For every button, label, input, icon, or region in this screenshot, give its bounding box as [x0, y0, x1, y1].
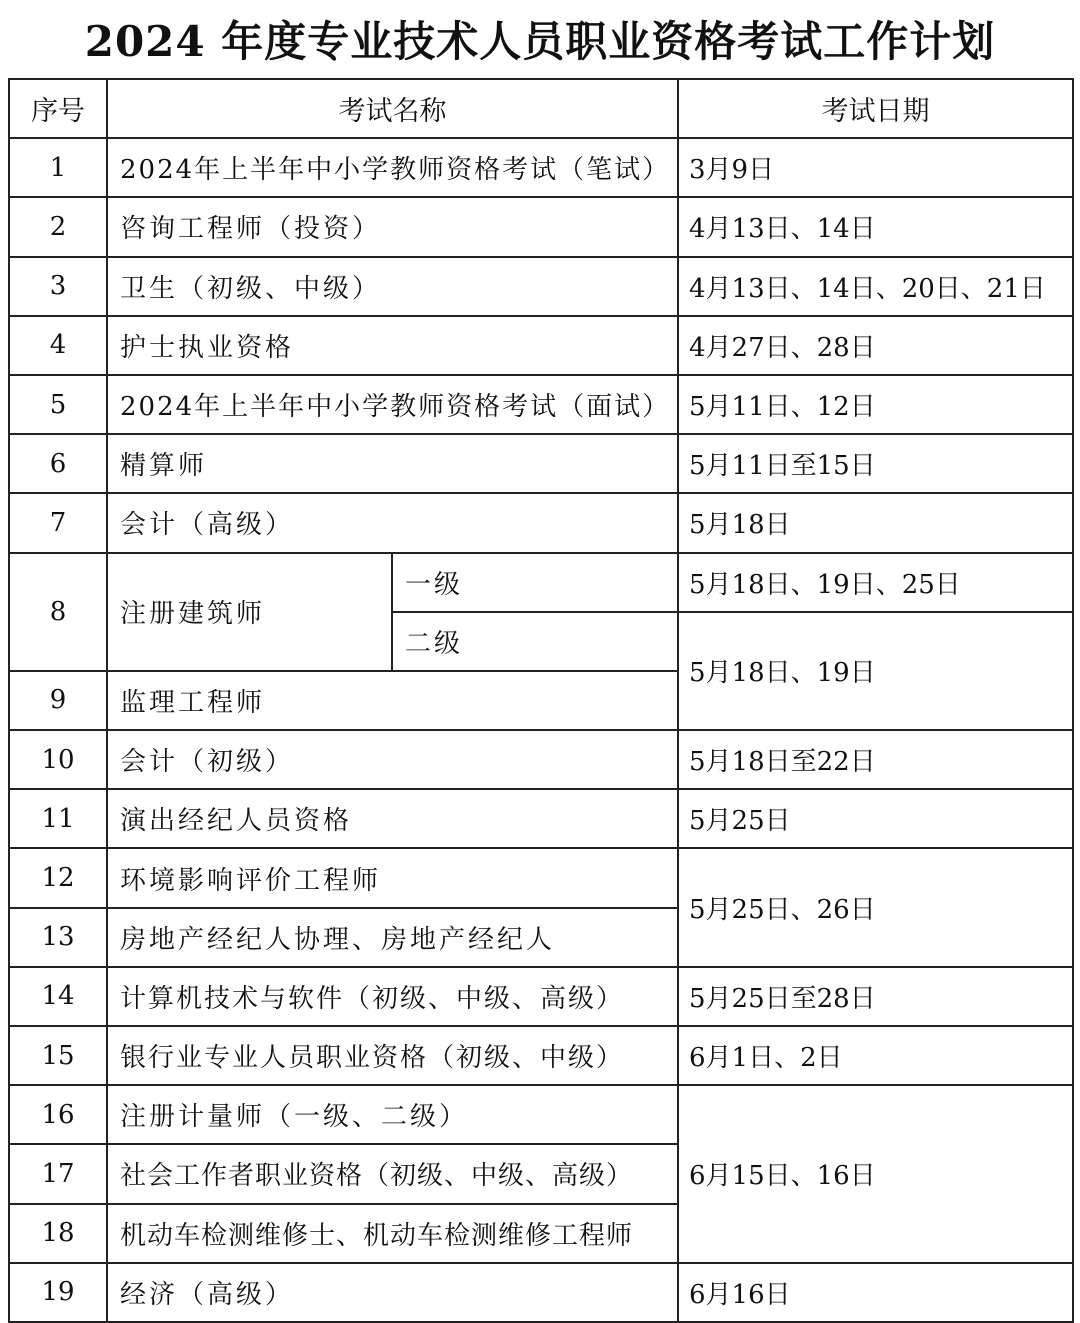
row-name: 2024年上半年中小学教师资格考试（笔试） — [107, 138, 678, 197]
row-date: 4月13日、14日 — [678, 197, 1073, 256]
row-name: 社会工作者职业资格（初级、中级、高级） — [107, 1144, 678, 1203]
row-no: 7 — [9, 493, 107, 552]
table-row — [9, 848, 1073, 907]
row-date: 5月18日、19日、25日 — [678, 553, 1073, 612]
page-title: 2024 年度专业技术人员职业资格考试工作计划 — [84, 17, 996, 66]
row-date: 5月18日 — [678, 493, 1073, 552]
row-name: 卫生（初级、中级） — [107, 257, 678, 316]
row-no: 17 — [9, 1144, 107, 1203]
row-no: 5 — [9, 375, 107, 434]
row-no: 14 — [9, 967, 107, 1026]
row-date: 5月25日 — [678, 789, 1073, 848]
table-row — [9, 553, 1073, 612]
row-date: 4月27日、28日 — [678, 316, 1073, 375]
row-name: 经济（高级） — [107, 1263, 678, 1322]
row-name: 会计（初级） — [107, 730, 678, 789]
row-no: 3 — [9, 257, 107, 316]
row-no: 1 — [9, 138, 107, 197]
row-date: 6月1日、2日 — [678, 1026, 1073, 1085]
row-no: 18 — [9, 1204, 107, 1263]
row-sub-level-2: 二级 — [392, 612, 678, 671]
row-name: 银行业专业人员职业资格（初级、中级） — [107, 1026, 678, 1085]
row-name: 咨询工程师（投资） — [107, 197, 678, 256]
table-row — [9, 1263, 1073, 1322]
row-date: 5月18日、19日 — [678, 612, 1073, 730]
table-row — [9, 789, 1073, 848]
table-row — [9, 730, 1073, 789]
row-no: 12 — [9, 848, 107, 907]
row-name: 注册计量师（一级、二级） — [107, 1085, 678, 1144]
row-name: 机动车检测维修士、机动车检测维修工程师 — [107, 1204, 678, 1263]
row-no: 13 — [9, 908, 107, 967]
row-no: 9 — [9, 671, 107, 730]
row-no: 8 — [9, 553, 107, 671]
row-name: 精算师 — [107, 434, 678, 493]
row-no: 2 — [9, 197, 107, 256]
table-row — [9, 316, 1073, 375]
table-row — [9, 197, 1073, 256]
table-row — [9, 375, 1073, 434]
row-name: 环境影响评价工程师 — [107, 848, 678, 907]
row-no: 11 — [9, 789, 107, 848]
table-row — [9, 493, 1073, 552]
row-name: 房地产经纪人协理、房地产经纪人 — [107, 908, 678, 967]
row-date: 5月11日、12日 — [678, 375, 1073, 434]
row-no: 10 — [9, 730, 107, 789]
row-date: 6月16日 — [678, 1263, 1073, 1322]
table-row — [9, 257, 1073, 316]
row-no: 6 — [9, 434, 107, 493]
header-name: 考试名称 — [107, 79, 678, 138]
row-date: 4月13日、14日、20日、21日 — [678, 257, 1073, 316]
header-no: 序号 — [9, 79, 107, 138]
row-name: 计算机技术与软件（初级、中级、高级） — [107, 967, 678, 1026]
header-date: 考试日期 — [678, 79, 1073, 138]
row-date: 5月11日至15日 — [678, 434, 1073, 493]
row-date: 6月15日、16日 — [678, 1085, 1073, 1263]
table-row — [9, 1026, 1073, 1085]
row-date: 5月18日至22日 — [678, 730, 1073, 789]
row-name: 演出经纪人员资格 — [107, 789, 678, 848]
row-name: 会计（高级） — [107, 493, 678, 552]
row-name: 监理工程师 — [107, 671, 678, 730]
row-date: 5月25日、26日 — [678, 848, 1073, 966]
table-row — [9, 434, 1073, 493]
row-no: 15 — [9, 1026, 107, 1085]
row-no: 19 — [9, 1263, 107, 1322]
row-date: 5月25日至28日 — [678, 967, 1073, 1026]
row-sub-level-1: 一级 — [392, 553, 678, 612]
row-date: 3月9日 — [678, 138, 1073, 197]
row-name: 2024年上半年中小学教师资格考试（面试） — [107, 375, 678, 434]
exam-schedule-table — [8, 78, 1074, 1323]
row-no: 16 — [9, 1085, 107, 1144]
row-no: 4 — [9, 316, 107, 375]
table-row — [9, 1085, 1073, 1144]
row-name: 注册建筑师 — [107, 553, 392, 671]
table-row — [9, 138, 1073, 197]
row-name: 护士执业资格 — [107, 316, 678, 375]
table-header — [9, 79, 1073, 138]
table-row — [9, 967, 1073, 1026]
